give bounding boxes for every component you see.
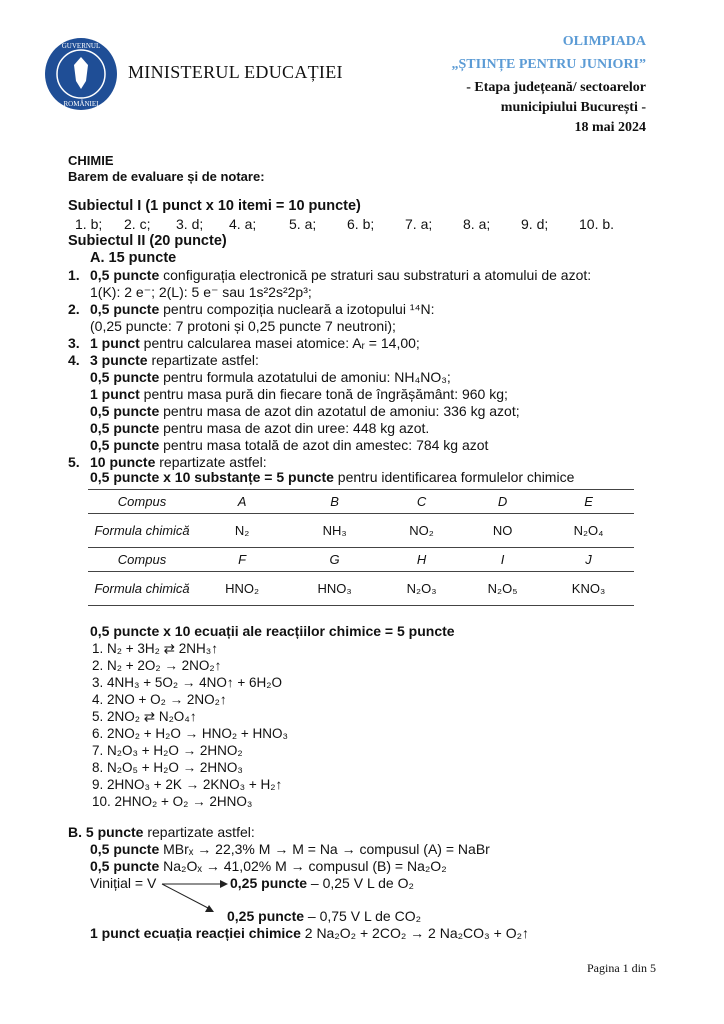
item-text: repartizate astfel: <box>147 352 259 368</box>
row-header: Compus <box>88 490 196 514</box>
item-text: configurația electronică pe straturi sau substraturi a atomului de azot: <box>159 267 592 283</box>
table-cell: N₂O₅ <box>462 572 543 606</box>
table-cell: NH₃ <box>288 514 381 548</box>
answer: 10. b. <box>579 216 615 232</box>
item-5-formulas <box>90 469 574 486</box>
table-cell: N₂O₃ <box>381 572 462 606</box>
sub-text: pentru masa pură din fiecare tonă de îngrășământ: 960 kg; <box>139 386 508 402</box>
table-cell: F <box>196 548 288 572</box>
points: 0,5 puncte <box>90 841 160 857</box>
sub-points: 0,5 puncte x 10 substanțe = 5 puncte <box>90 469 334 485</box>
b-title <box>68 824 255 841</box>
table-cell: HNO₂ <box>196 572 288 606</box>
s1-title: Subiectul I (1 punct x 10 itemi = 10 puncte) <box>68 198 361 214</box>
equation: 9. 2HNO₃ + 2K → 2KNO₃ + H₂↑ <box>92 777 283 792</box>
text: – 0,25 V L de O₂ <box>307 875 414 891</box>
s2-a-title: A. 15 puncte <box>90 250 177 266</box>
text: 2 Na₂O₂ + 2CO₂ → 2 Na₂CO₃ + O₂↑ <box>300 925 530 941</box>
sub-points: 0,5 puncte <box>90 369 160 385</box>
table-cell: G <box>288 548 381 572</box>
answer: 1. b; <box>75 216 103 232</box>
sub-points: 0,5 puncte <box>90 437 160 453</box>
s1-answers <box>75 216 614 233</box>
equation: 7. N₂O₃ + H₂O → 2HNO₂ <box>92 743 243 758</box>
item-text: pentru calcularea masei atomice: Aᵣ = 14,00; <box>139 335 420 351</box>
table-cell: NO₂ <box>381 514 462 548</box>
row-header: Formula chimică <box>88 572 196 606</box>
item-text: pentru compoziția nucleară a izotopului ¹⁴N: <box>159 301 435 317</box>
item-points: 0,5 puncte <box>90 301 160 317</box>
b-o2 <box>230 875 414 892</box>
item-points: 0,5 puncte <box>90 267 160 283</box>
item-number: 1. <box>68 267 80 283</box>
equation: 6. 2NO₂ + H₂O → HNO₂ + HNO₃ <box>92 726 289 741</box>
b-line-1 <box>90 841 490 858</box>
b-points: B. 5 puncte <box>68 824 144 840</box>
text: MBrₓ → 22,3% M → M = Na → compusul (A) = NaBr <box>159 841 490 857</box>
points: 0,5 puncte <box>90 858 160 874</box>
table-cell: N₂O₄ <box>543 514 634 548</box>
points: 1 punct ecuația reacției chimice <box>90 925 301 941</box>
item-4-sub <box>90 369 451 386</box>
sub-text: pentru masa de azot din uree: 448 kg azot. <box>159 420 430 436</box>
item-text: repartizate astfel: <box>155 454 267 470</box>
item-number: 2. <box>68 301 80 317</box>
equations-title: 0,5 puncte x 10 ecuații ale reacțiilor chimice = 5 puncte <box>90 623 455 639</box>
equation: 4. 2NO + O₂ → 2NO₂↑ <box>92 692 227 707</box>
answer: 4. a; <box>229 216 257 232</box>
table-cell: J <box>543 548 634 572</box>
answer: 7. a; <box>405 216 433 232</box>
b-co2 <box>227 908 421 925</box>
sub-text: pentru masa de azot din azotatul de amoniu: 336 kg azot; <box>159 403 520 419</box>
branch-arrows <box>160 876 230 916</box>
item-1-cont: 1(K): 2 e⁻; 2(L): 5 e⁻ sau 1s²2s²2p³; <box>90 284 312 300</box>
table-cell: I <box>462 548 543 572</box>
table-cell: D <box>462 490 543 514</box>
item-3 <box>68 335 420 352</box>
v-initial: Vinițial = V <box>90 875 157 891</box>
item-2-cont: (0,25 puncte: 7 protoni și 0,25 puncte 7 neutroni); <box>90 318 396 334</box>
sub-points: 1 punct <box>90 386 140 402</box>
table-cell: C <box>381 490 462 514</box>
item-4-sub <box>90 420 429 437</box>
answer: 2. c; <box>124 216 151 232</box>
sub-text: pentru identificarea formulelor chimice <box>333 469 575 485</box>
government-seal-logo <box>44 37 118 111</box>
b-text: repartizate astfel: <box>143 824 255 840</box>
item-points: 3 puncte <box>90 352 148 368</box>
item-4 <box>68 352 259 369</box>
table-cell: E <box>543 490 634 514</box>
points: 0,25 puncte <box>230 875 308 891</box>
equation: 3. 4NH₃ + 5O₂ → 4NO↑ + 6H₂O <box>92 675 283 690</box>
table-row <box>88 490 634 514</box>
s2-title: Subiectul II (20 puncte) <box>68 233 227 249</box>
table-cell: HNO₃ <box>288 572 381 606</box>
table-cell: A <box>196 490 288 514</box>
item-number: 3. <box>68 335 80 351</box>
svg-text:ROMÂNIEI: ROMÂNIEI <box>63 100 99 108</box>
table-cell: KNO₃ <box>543 572 634 606</box>
exam-date: 18 mai 2024 <box>574 120 646 135</box>
formulas-table <box>88 489 634 606</box>
row-header: Formula chimică <box>88 514 196 548</box>
table-cell: NO <box>462 514 543 548</box>
answer: 8. a; <box>463 216 491 232</box>
subtitle: Barem de evaluare și de notare: <box>68 169 265 184</box>
sub-text: pentru formula azotatului de amoniu: NH₄NO₃; <box>159 369 451 385</box>
sub-points: 0,5 puncte <box>90 420 160 436</box>
answer: 9. d; <box>521 216 549 232</box>
item-4-sub <box>90 386 508 403</box>
table-cell: B <box>288 490 381 514</box>
stage-line-2: municipiului București - <box>500 100 646 115</box>
olympiad-label: OLIMPIADA <box>562 34 646 49</box>
equation: 1. N₂ + 3H₂ ⇄ 2NH₃↑ <box>92 641 218 656</box>
equation: 10. 2HNO₂ + O₂ → 2HNO₃ <box>92 794 253 809</box>
b-line-2 <box>90 858 447 875</box>
item-number: 5. <box>68 454 80 470</box>
table-cell: H <box>381 548 462 572</box>
item-number: 4. <box>68 352 80 368</box>
answer: 5. a; <box>289 216 317 232</box>
table-cell: N₂ <box>196 514 288 548</box>
equation: 2. N₂ + 2O₂ → 2NO₂↑ <box>92 658 222 673</box>
equation: 8. N₂O₅ + H₂O → 2HNO₃ <box>92 760 243 775</box>
row-header: Compus <box>88 548 196 572</box>
answer: 6. b; <box>347 216 375 232</box>
answer: 3. d; <box>176 216 204 232</box>
item-2 <box>68 301 435 318</box>
subject-title: CHIMIE <box>68 153 114 168</box>
item-points: 10 puncte <box>90 454 156 470</box>
item-1 <box>68 267 591 284</box>
page-number: Pagina 1 din 5 <box>587 961 656 975</box>
olympiad-name: „ȘTIINȚE PENTRU JUNIORI” <box>451 57 646 72</box>
sub-text: pentru masa totală de azot din amestec: 784 kg azot <box>159 437 489 453</box>
svg-text:GUVERNUL: GUVERNUL <box>61 42 101 50</box>
sub-points: 0,5 puncte <box>90 403 160 419</box>
table-row <box>88 548 634 572</box>
stage-line-1: - Etapa județeană/ sectoarelor <box>466 80 646 95</box>
table-row <box>88 514 634 548</box>
points: 0,25 puncte <box>227 908 305 924</box>
text: – 0,75 V L de CO₂ <box>304 908 422 924</box>
item-4-sub <box>90 403 520 420</box>
item-points: 1 punct <box>90 335 140 351</box>
text: Na₂Oₓ → 41,02% M → compusul (B) = Na₂O₂ <box>159 858 447 874</box>
table-row <box>88 572 634 606</box>
item-4-sub <box>90 437 488 454</box>
equation: 5. 2NO₂ ⇄ N₂O₄↑ <box>92 709 197 724</box>
ministry-name: MINISTERUL EDUCAȚIEI <box>128 62 343 82</box>
b-equation <box>90 925 529 942</box>
